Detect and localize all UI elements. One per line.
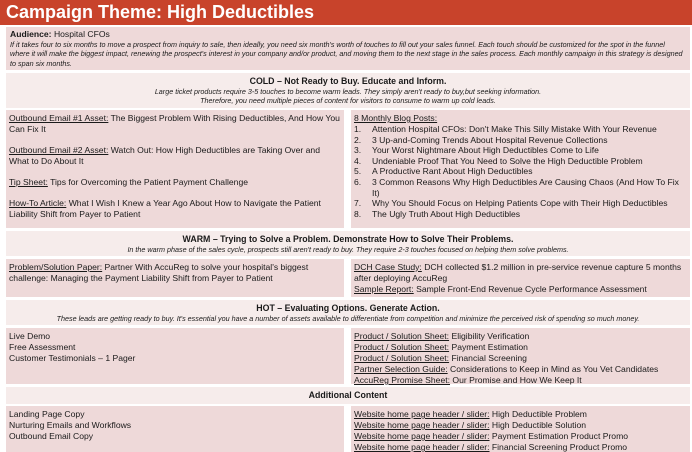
blog-post-number: 7. (354, 198, 362, 209)
hot-asset-label[interactable]: Product / Solution Sheet: (354, 342, 450, 352)
warm-heading: WARM – Trying to Solve a Problem. Demonstrate How to Solve Their Problems. (182, 234, 514, 244)
hot-asset-item (354, 364, 687, 375)
hot-asset-item (354, 342, 687, 353)
hot-asset-text: Our Promise and How We Keep It (450, 375, 582, 385)
additional-item[interactable]: Landing Page Copy (9, 409, 85, 419)
cold-description-1: Large ticket products require 3-5 touches to become warm leads. They simply aren't ready to buy,but seeking information. (154, 87, 542, 96)
cold-asset-item (9, 113, 341, 135)
cold-heading: COLD – Not Ready to Buy. Educate and Inform. (249, 76, 447, 86)
hot-asset-text: Financial Screening (449, 353, 527, 363)
cold-asset-text: What I Wish I Knew a Year Ago About How to Navigate the Patient Liability Shift from Payer to Patient (9, 198, 321, 219)
additional-item (354, 409, 687, 420)
additional-label[interactable]: Website home page header / slider: (354, 420, 490, 430)
blog-post-title: Attention Hospital CFOs: Don't Make This Silly Mistake With Your Revenue (372, 124, 657, 134)
warm-asset-item (354, 262, 687, 284)
blog-post-list (354, 124, 687, 219)
blog-post-item[interactable] (354, 145, 687, 156)
blog-post-title: Undeniable Proof That You Need to Solve the High Deductible Problem (372, 155, 643, 166)
cold-asset-label[interactable]: How-To Article: (9, 198, 67, 208)
hot-asset-text: Payment Estimation (449, 342, 528, 352)
hot-asset-item (354, 331, 687, 342)
warm-header (6, 231, 690, 256)
blog-post-item[interactable] (354, 124, 687, 135)
blog-post-title: A Productive Rant About High Deductibles (372, 166, 533, 177)
cold-asset-label[interactable]: Outbound Email #1 Asset: (9, 113, 109, 123)
blog-post-title: Why You Should Focus on Helping Patients Cope with Their High Deductibles (372, 198, 668, 209)
blog-posts (351, 110, 690, 228)
page-title: Campaign Theme: High Deductibles (0, 0, 692, 25)
additional-heading: Additional Content (308, 390, 388, 400)
blog-post-item[interactable] (354, 198, 687, 209)
blog-post-number: 4. (354, 155, 362, 166)
hot-heading: HOT – Evaluating Options. Generate Action. (256, 303, 440, 313)
additional-text: High Deductible Solution (489, 420, 587, 430)
blog-post-item[interactable] (354, 156, 687, 167)
warm-asset-text: Partner With AccuReg to solve your hospital's biggest challenge: Managing the Payment Liability Shift from Payer to Patient (9, 262, 309, 283)
additional-text: High Deductible Problem (489, 409, 587, 419)
blog-post-number: 8. (354, 208, 362, 219)
blog-post-number: 6. (354, 176, 362, 187)
additional-item[interactable]: Nurturing Emails and Workflows (9, 420, 132, 430)
hot-asset-text: Considerations to Keep in Mind as You Vet Candidates (447, 364, 659, 374)
warm-asset-text: DCH collected $1.2 million in pre-service revenue capture 5 months after deploying AccuReg (354, 262, 682, 283)
blog-post-number: 3. (354, 145, 362, 156)
additional-label[interactable]: Website home page header / slider: (354, 442, 490, 452)
cold-asset-text: Watch Out: How High Deductibles are Taking Over and What to Do About It (9, 145, 320, 166)
hot-asset-item[interactable]: Customer Testimonials – 1 Pager (9, 353, 136, 363)
cold-asset-item (9, 198, 341, 220)
additional-left (6, 406, 344, 452)
blog-post-number: 5. (354, 166, 362, 177)
hot-asset-label[interactable]: AccuReg Promise Sheet: (354, 375, 451, 385)
hot-asset-label[interactable]: Product / Solution Sheet: (354, 353, 450, 363)
warm-asset-item (354, 284, 687, 295)
hot-asset-label[interactable]: Product / Solution Sheet: (354, 331, 450, 341)
audience-value: Hospital CFOs (53, 29, 110, 39)
blog-post-title: 3 Up-and-Coming Trends About Hospital Revenue Collections (372, 134, 608, 145)
additional-header (6, 387, 690, 404)
hot-asset-text: Eligibility Verification (449, 331, 530, 341)
hot-description: These leads are getting ready to buy. It's essential you have a number of assets available to differentiate from competition and minimize the perceived risk of spending so much money. (56, 314, 640, 323)
blog-post-item[interactable] (354, 209, 687, 220)
warm-asset-label[interactable]: Problem/Solution Paper: (9, 262, 103, 272)
warm-asset-text: Sample Front-End Revenue Cycle Performance Assessment (413, 284, 647, 294)
blog-post-number: 2. (354, 134, 362, 145)
cold-asset-item (9, 145, 341, 167)
cold-description-2: Therefore, you need multiple pieces of content for visitors to consume to warm up cold leads. (200, 96, 496, 106)
additional-item (354, 431, 687, 442)
hot-assets-right (351, 328, 690, 384)
blog-post-item[interactable] (354, 166, 687, 177)
warm-assets-left (6, 259, 344, 297)
cold-header (6, 73, 690, 108)
blog-post-title: The Ugly Truth About High Deductibles (372, 208, 521, 219)
hot-asset-item[interactable]: Free Assessment (9, 342, 76, 352)
additional-right (351, 406, 690, 452)
audience-description: If it takes four to six months to move a prospect from inquiry to sale, then ideally, you need six month's worth of touches to fill out your sales funnel. Each touch should be customized for the spot in the funnel where it will make the biggest impact, renewing the prospect's interest in your company and/or product, and moving them to the next stage in the sales process. Each monthly campaign in this strategy is designed to span six months. (10, 40, 683, 68)
additional-text: Financial Screening Product Promo (489, 442, 628, 452)
warm-description: In the warm phase of the sales cycle, prospects still aren't ready to buy. They require 2-3 touches focused on helping them solve problems. (127, 245, 569, 254)
hot-header (6, 300, 690, 325)
additional-item (354, 420, 687, 431)
additional-item (354, 442, 687, 452)
blog-post-item[interactable] (354, 135, 687, 146)
warm-asset-label[interactable]: DCH Case Study: (354, 262, 422, 272)
blog-post-title: Your Worst Nightmare About High Deductibles Come to Life (372, 145, 599, 156)
blog-posts-label[interactable]: 8 Monthly Blog Posts: (354, 113, 438, 123)
additional-text: Payment Estimation Product Promo (489, 431, 629, 441)
blog-post-item[interactable] (354, 177, 687, 198)
additional-label[interactable]: Website home page header / slider: (354, 431, 490, 441)
hot-asset-label[interactable]: Partner Selection Guide: (354, 364, 448, 374)
audience-line (10, 29, 686, 40)
hot-asset-item[interactable]: Live Demo (9, 331, 51, 341)
blog-post-number: 1. (354, 124, 362, 134)
warm-asset-label[interactable]: Sample Report: (354, 284, 414, 294)
cold-assets (6, 110, 344, 228)
additional-label[interactable]: Website home page header / slider: (354, 409, 490, 419)
additional-item[interactable]: Outbound Email Copy (9, 431, 94, 441)
hot-assets-left (6, 328, 344, 384)
cold-asset-label[interactable]: Tip Sheet: (9, 177, 48, 187)
hot-asset-item (354, 375, 687, 386)
audience-section (6, 27, 690, 70)
cold-asset-text: Tips for Overcoming the Patient Payment Challenge (47, 177, 249, 187)
hot-asset-item (354, 353, 687, 364)
audience-label: Audience: (10, 29, 52, 39)
warm-asset-item (9, 262, 341, 284)
cold-asset-item (9, 177, 341, 188)
cold-asset-label[interactable]: Outbound Email #2 Asset: (9, 145, 109, 155)
cold-asset-text: The Biggest Problem With Rising Deductibles, And How You Can Fix It (9, 113, 340, 134)
warm-assets-right (351, 259, 690, 297)
blog-post-title: 3 Common Reasons Why High Deductibles Are Causing Chaos (And How To Fix It) (372, 176, 679, 198)
